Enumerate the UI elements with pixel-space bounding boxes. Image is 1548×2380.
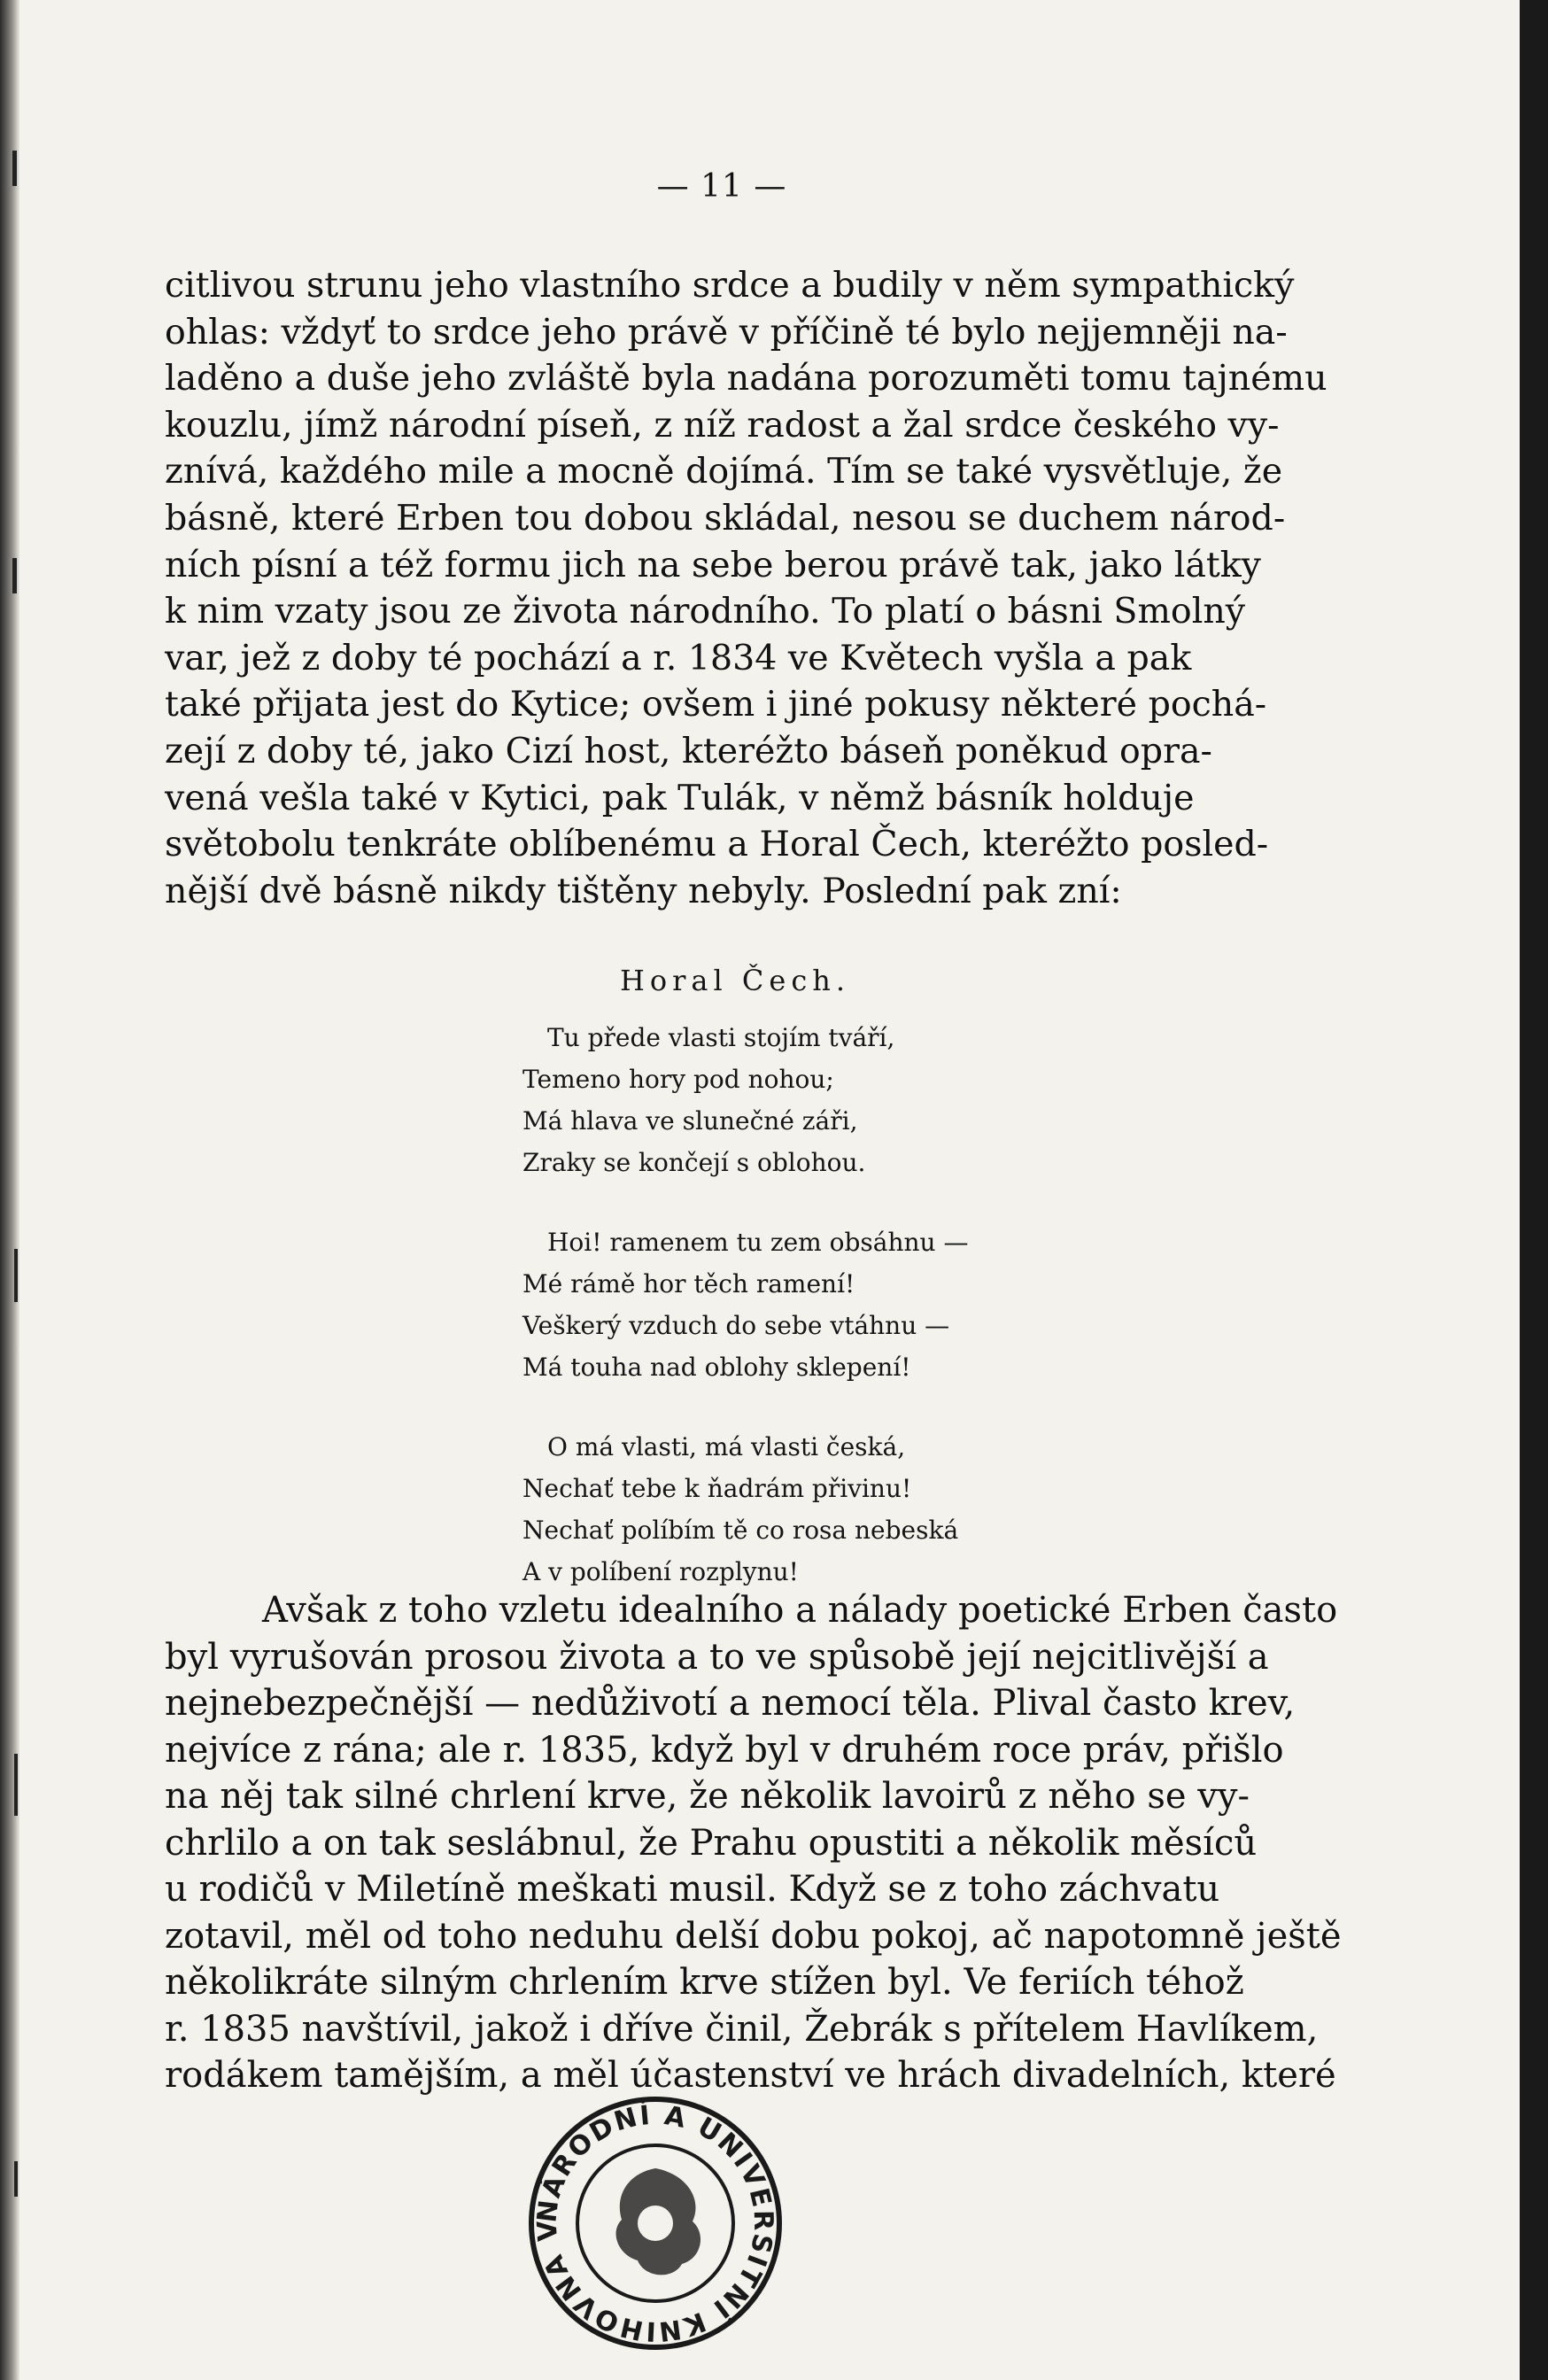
text-line: var, jež z doby té pochází a r. 1834 ve Květech vyšla a pak: [165, 637, 1192, 678]
text-line: ních písní a též formu jich na sebe berou právě tak, jako látky: [165, 544, 1262, 585]
poem-line: Má hlava ve slunečné záři,: [522, 1106, 858, 1136]
poem-line: Nechať tebe k ňadrám přivinu!: [522, 1474, 912, 1503]
poem-stanza: [522, 1017, 968, 1183]
text-line: zejí z doby té, jako Cizí host, kteréžto báseň poněkud opra-: [165, 730, 1212, 771]
text-line: několikráte silným chrlením krve stížen byl. Ve feriích téhož: [165, 1962, 1244, 2003]
text-line: ohlas: vždyť to srdce jeho právě v příčině té bylo nejjemněji na-: [165, 311, 1288, 353]
text-line: nejnebezpečnější — nedůživotí a nemocí těla. Plival často krev,: [165, 1683, 1296, 1724]
library-stamp-graphic: [522, 2090, 788, 2356]
binding-edge: [0, 0, 19, 2380]
stamp-text: NÁRODNÍ A UNIVERSITNÍ KNIHOVNA V: [531, 2099, 779, 2347]
text-line: znívá, každého mile a mocně dojímá. Tím se také vysvětluje, že: [165, 451, 1283, 492]
poem: [522, 1017, 968, 1631]
margin-mark: [14, 1754, 18, 1816]
library-stamp: [522, 2090, 788, 2356]
text-line: také přijata jest do Kytice; ovšem i jiné pokusy některé pochá-: [165, 684, 1267, 725]
poem-line: O má vlasti, má vlasti česká,: [547, 1432, 906, 1461]
text-line: chrlilo a on tak seslábnul, že Prahu opustiti a několik měsíců: [165, 1822, 1258, 1864]
poem-line: Zraky se končejí s oblohou.: [522, 1148, 866, 1177]
margin-mark: [12, 151, 17, 186]
poem-line: Mé rámě hor těch ramení!: [522, 1269, 855, 1299]
poem-line: Nechať políbím tě co rosa nebeská: [522, 1516, 959, 1545]
poem-line: Má touha nad oblohy sklepení!: [522, 1353, 911, 1382]
text-line: Avšak z toho vzletu idealního a nálady poetické Erben často: [262, 1590, 1338, 1631]
text-line: r. 1835 navštívil, jakož i dříve činil, Žebrák s přítelem Havlíkem,: [165, 2008, 1319, 2050]
text-line: kouzlu, jímž národní píseň, z níž radost a žal srdce českého vy-: [165, 404, 1280, 446]
text-line: laděno a duše jeho zvláště byla nadána porozuměti tomu tajnému: [165, 358, 1327, 399]
page-number: — 11 —: [656, 168, 787, 205]
paragraph-1: [165, 262, 1327, 914]
text-line: k nim vzaty jsou ze života národního. To platí o básni Smolný: [165, 591, 1246, 632]
text-line: citlivou strunu jeho vlastního srdce a budily v něm sympathický: [165, 265, 1295, 306]
text-line: básně, které Erben tou dobou skládal, nesou se duchem národ-: [165, 497, 1286, 539]
poem-line: Tu přede vlasti stojím tváří,: [547, 1023, 895, 1052]
margin-mark: [14, 1249, 18, 1302]
poem-line: A v políbení rozplynu!: [522, 1557, 799, 1586]
poem-stanza: [522, 1426, 968, 1593]
poem-stanza: [522, 1221, 968, 1388]
poem-line: Hoi! ramenem tu zem obsáhnu —: [547, 1228, 969, 1257]
margin-mark: [12, 558, 17, 593]
poem-title: Horal Čech.: [619, 964, 851, 997]
margin-mark: [14, 2161, 18, 2197]
text-line: nější dvě básně nikdy tištěny nebyly. Poslední pak zní:: [165, 870, 1122, 911]
text-line: nejvíce z rána; ale r. 1835, když byl v druhém roce práv, přišlo: [165, 1729, 1284, 1771]
text-line: světobolu tenkráte oblíbenému a Horal Čech, kteréžto posled-: [165, 824, 1269, 865]
text-line: u rodičů v Miletíně meškati musil. Když se z toho záchvatu: [165, 1869, 1220, 1910]
text-line: na něj tak silné chrlení krve, že několik lavoirů z něho se vy-: [165, 1776, 1250, 1817]
poem-line: Temeno hory pod nohou;: [522, 1065, 834, 1094]
paragraph-2: [165, 1587, 1342, 2099]
text-line: zotavil, měl od toho neduhu delší dobu pokoj, ač napotomně ještě: [165, 1915, 1342, 1957]
poem-line: Veškerý vzduch do sebe vtáhnu —: [522, 1311, 950, 1340]
text-line: vená vešla také v Kytici, pak Tulák, v němž básník holduje: [165, 777, 1195, 818]
text-line: byl vyrušován prosou života a to ve spůsobě její nejcitlivější a: [165, 1636, 1269, 1678]
text-line: rodákem tamějším, a měl účastenství ve hrách divadelních, které: [165, 2055, 1336, 2096]
